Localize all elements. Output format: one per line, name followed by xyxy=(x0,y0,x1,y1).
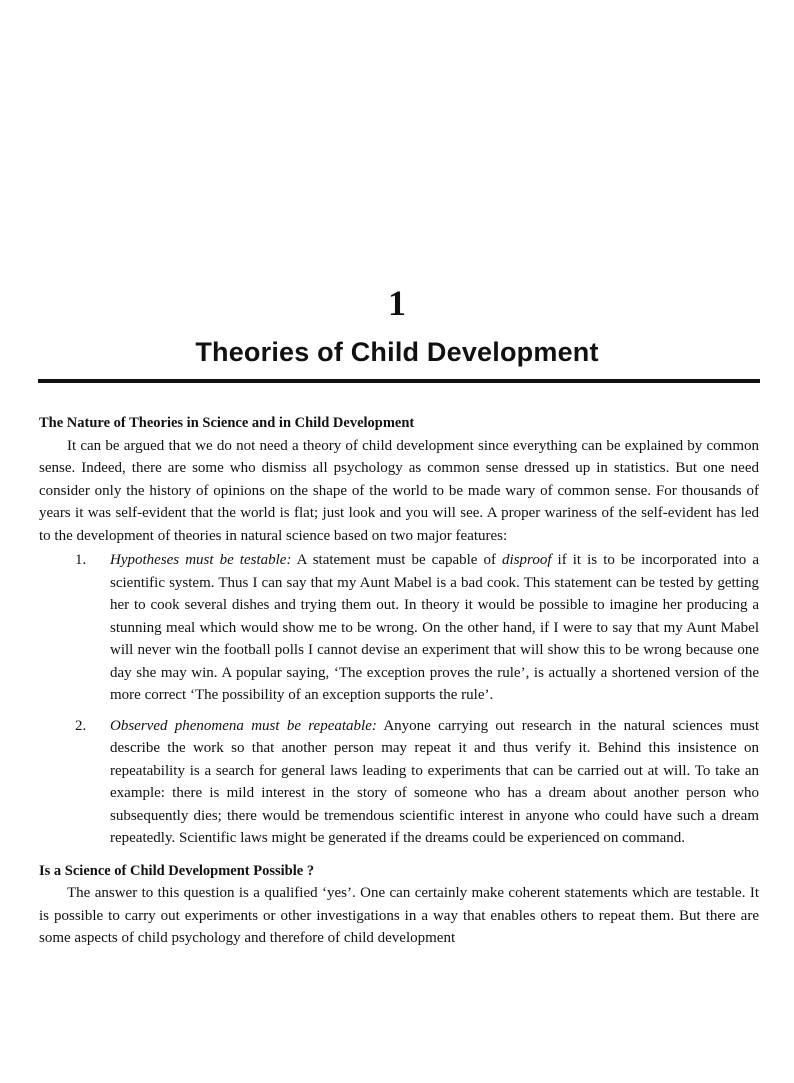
section-paragraph: The answer to this question is a qualified ‘yes’. One can certainly make coherent statements which are testable. It is possible to carry out experiments or other investigations in a way that enables others to repeat them. But there are some aspects of child psychology and therefore of child development xyxy=(39,885,759,946)
list-item-lead: Hypotheses must be testable: xyxy=(110,552,292,568)
chapter-number: 1 xyxy=(388,283,406,323)
list-item-lead: Observed phenomena must be repeatable: xyxy=(110,717,377,734)
list-item xyxy=(39,549,759,707)
section-paragraph: It can be argued that we do not need a theory of child development since everything can be explained by common sense. Indeed, there are some who dismiss all psychology as common sense dressed up in statistics. But one need consider only the history of opinions on the shape of the world to be made wary of common sense. For thousands of years it was self-evident that the world is flat; just look and you will see. A proper wariness of the self-evident has led to the development of theories in natural science based on two major features: xyxy=(39,437,759,544)
list-item-text: Anyone carrying out research in the natural sciences must describe the work so that another person may repeat it and thus verify it. Behind this insistence on repeatability is a search for general laws leading to experiments that can be carried out at will. To take an example: there is mild interest in the story of someone who has a dream about another person who subsequently dies; there would be tremendous scientific interest in anyone who could have such a dream repeatedly. Scientific laws might be generated if the dreams could be experienced on command. xyxy=(110,717,759,846)
chapter-body xyxy=(39,412,759,950)
title-divider xyxy=(38,379,760,383)
list-item-emphasis: disproof xyxy=(502,552,552,568)
list-item-text: A statement must be capable of xyxy=(291,552,503,568)
chapter-title: Theories of Child Development xyxy=(195,337,599,367)
list-item xyxy=(39,715,759,850)
list-item-text: if it is to be incorporated into a scientific system. Thus I can say that my Aunt Mabel is a bad cook. This statement can be tested by getting her to cook several dishes and trying them out. In theory it would be possible to imagine her producing a stunning meal which would show me to be wrong. On the other hand, if I were to say that my Aunt Mabel will never win the football polls I cannot devise an experiment that will show this to be wrong because one day she may win. A popular saying, ‘The exception proves the rule’, is actually a shortened version of the more correct ‘The possibility of an exception supports the rule’. xyxy=(110,552,759,703)
list-item-number: 2. xyxy=(75,717,87,734)
feature-list xyxy=(39,549,759,850)
section-heading-science-possible: Is a Science of Child Development Possible ? xyxy=(39,862,315,879)
section-heading-nature-of-theories: The Nature of Theories in Science and in Child Development xyxy=(39,415,415,431)
list-item-number: 1. xyxy=(75,552,87,568)
